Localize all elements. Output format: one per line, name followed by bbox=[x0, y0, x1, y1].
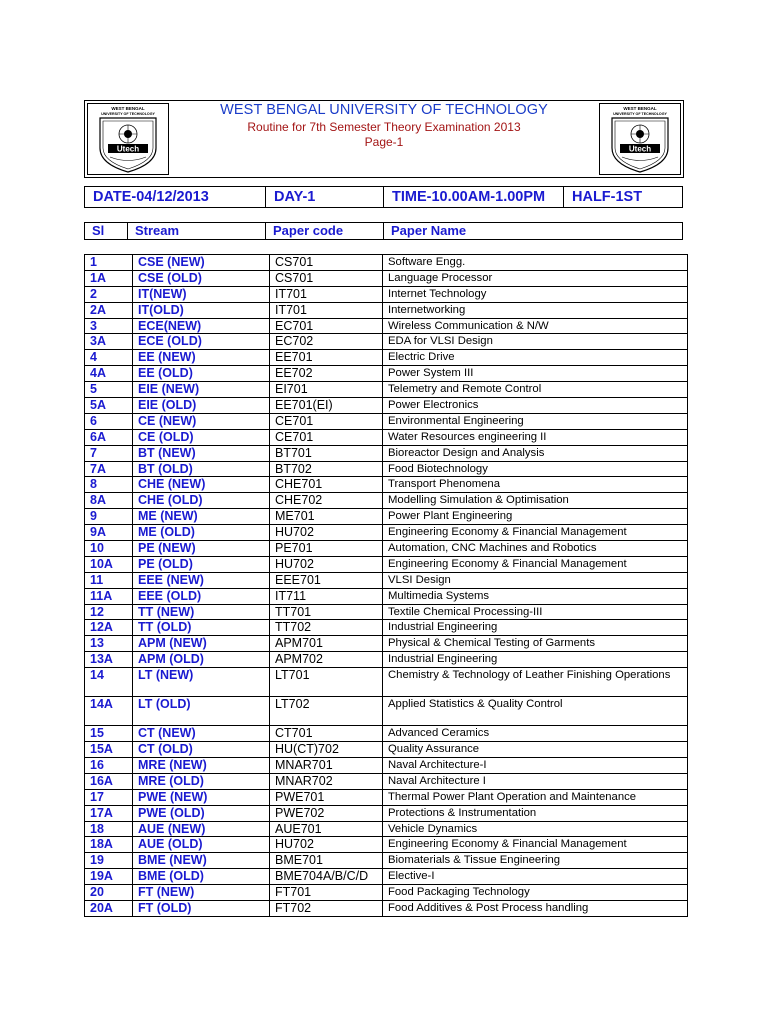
university-name: WEST BENGAL UNIVERSITY OF TECHNOLOGY bbox=[220, 102, 548, 118]
column-header-code: Paper code bbox=[266, 223, 384, 239]
row-paper-name: Bioreactor Design and Analysis bbox=[383, 445, 688, 461]
page-number: Page-1 bbox=[364, 135, 404, 149]
row-paper-code: EEE701 bbox=[270, 572, 383, 588]
table-row bbox=[85, 255, 688, 271]
table-row bbox=[85, 461, 688, 477]
row-paper-code: MNAR701 bbox=[270, 757, 383, 773]
row-paper-code: FT702 bbox=[270, 900, 383, 916]
row-sl: 7A bbox=[85, 461, 133, 477]
row-paper-code: EE702 bbox=[270, 366, 383, 382]
row-paper-code: IT701 bbox=[270, 302, 383, 318]
row-paper-code: CHE701 bbox=[270, 477, 383, 493]
logo-text-top: WEST BENGAL bbox=[111, 106, 145, 111]
table-row bbox=[85, 620, 688, 636]
column-header-stream: Stream bbox=[128, 223, 266, 239]
row-stream: ME (NEW) bbox=[133, 509, 270, 525]
row-paper-name: Transport Phenomena bbox=[383, 477, 688, 493]
row-paper-code: APM701 bbox=[270, 636, 383, 652]
row-sl: 16 bbox=[85, 757, 133, 773]
table-row bbox=[85, 334, 688, 350]
row-paper-code: IT701 bbox=[270, 286, 383, 302]
row-stream: ECE(NEW) bbox=[133, 318, 270, 334]
row-paper-name: Power Plant Engineering bbox=[383, 509, 688, 525]
column-header-row bbox=[84, 222, 683, 240]
row-stream: CSE (OLD) bbox=[133, 270, 270, 286]
row-sl: 1 bbox=[85, 255, 133, 271]
row-paper-name: Elective-I bbox=[383, 869, 688, 885]
table-row bbox=[85, 652, 688, 668]
row-sl: 14A bbox=[85, 697, 133, 726]
row-paper-name: Physical & Chemical Testing of Garments bbox=[383, 636, 688, 652]
row-paper-code: BME704A/B/C/D bbox=[270, 869, 383, 885]
table-row bbox=[85, 556, 688, 572]
exam-schedule-table bbox=[84, 254, 688, 917]
row-paper-name: Water Resources engineering II bbox=[383, 429, 688, 445]
university-logo-right bbox=[599, 103, 681, 175]
row-sl: 19A bbox=[85, 869, 133, 885]
row-sl: 14 bbox=[85, 668, 133, 697]
row-stream: MRE (OLD) bbox=[133, 773, 270, 789]
table-row bbox=[85, 350, 688, 366]
row-paper-code: EE701(EI) bbox=[270, 398, 383, 414]
row-sl: 3A bbox=[85, 334, 133, 350]
row-paper-name: Multimedia Systems bbox=[383, 588, 688, 604]
row-stream: LT (OLD) bbox=[133, 697, 270, 726]
row-stream: TT (NEW) bbox=[133, 604, 270, 620]
table-row bbox=[85, 270, 688, 286]
university-logo-left bbox=[87, 103, 169, 175]
row-paper-name: EDA for VLSI Design bbox=[383, 334, 688, 350]
row-paper-code: EI701 bbox=[270, 382, 383, 398]
column-header-name: Paper Name bbox=[391, 223, 467, 238]
table-row bbox=[85, 525, 688, 541]
row-sl: 2A bbox=[85, 302, 133, 318]
row-paper-code: IT711 bbox=[270, 588, 383, 604]
row-stream: CE (NEW) bbox=[133, 413, 270, 429]
table-row bbox=[85, 668, 688, 697]
row-sl: 20 bbox=[85, 885, 133, 901]
row-paper-name: Engineering Economy & Financial Management bbox=[383, 556, 688, 572]
row-paper-name: Biomaterials & Tissue Engineering bbox=[383, 853, 688, 869]
row-paper-code: CHE702 bbox=[270, 493, 383, 509]
row-paper-code: CS701 bbox=[270, 255, 383, 271]
row-paper-code: EC701 bbox=[270, 318, 383, 334]
row-paper-name: Power Electronics bbox=[383, 398, 688, 414]
row-sl: 15 bbox=[85, 726, 133, 742]
row-paper-code: CE701 bbox=[270, 429, 383, 445]
row-paper-name: Environmental Engineering bbox=[383, 413, 688, 429]
row-stream: CE (OLD) bbox=[133, 429, 270, 445]
row-sl: 17A bbox=[85, 805, 133, 821]
row-stream: PE (OLD) bbox=[133, 556, 270, 572]
row-paper-name: Protections & Instrumentation bbox=[383, 805, 688, 821]
routine-title: Routine for 7th Semester Theory Examination 2013 bbox=[247, 120, 521, 134]
row-paper-code: FT701 bbox=[270, 885, 383, 901]
row-stream: CT (NEW) bbox=[133, 726, 270, 742]
table-row bbox=[85, 821, 688, 837]
row-sl: 18A bbox=[85, 837, 133, 853]
row-sl: 11A bbox=[85, 588, 133, 604]
row-paper-name: Engineering Economy & Financial Management bbox=[383, 525, 688, 541]
row-sl: 19 bbox=[85, 853, 133, 869]
logo-text-top: WEST BENGAL bbox=[623, 106, 657, 111]
row-sl: 9 bbox=[85, 509, 133, 525]
row-stream: TT (OLD) bbox=[133, 620, 270, 636]
row-stream: ECE (OLD) bbox=[133, 334, 270, 350]
row-sl: 5 bbox=[85, 382, 133, 398]
row-paper-name: Modelling Simulation & Optimisation bbox=[383, 493, 688, 509]
row-stream: CHE (OLD) bbox=[133, 493, 270, 509]
table-row bbox=[85, 493, 688, 509]
table-row bbox=[85, 869, 688, 885]
row-paper-name: Textile Chemical Processing-III bbox=[383, 604, 688, 620]
row-paper-name: Electric Drive bbox=[383, 350, 688, 366]
row-paper-code: APM702 bbox=[270, 652, 383, 668]
row-paper-code: CS701 bbox=[270, 270, 383, 286]
row-paper-code: TT702 bbox=[270, 620, 383, 636]
row-stream: EEE (NEW) bbox=[133, 572, 270, 588]
table-row bbox=[85, 604, 688, 620]
row-stream: PE (NEW) bbox=[133, 541, 270, 557]
row-sl: 8 bbox=[85, 477, 133, 493]
row-paper-name: Internetworking bbox=[383, 302, 688, 318]
row-stream: CSE (NEW) bbox=[133, 255, 270, 271]
row-paper-name: Engineering Economy & Financial Management bbox=[383, 837, 688, 853]
row-stream: APM (OLD) bbox=[133, 652, 270, 668]
row-paper-code: PE701 bbox=[270, 541, 383, 557]
row-paper-name: Applied Statistics & Quality Control bbox=[383, 697, 688, 726]
row-paper-name: Software Engg. bbox=[383, 255, 688, 271]
row-stream: LT (NEW) bbox=[133, 668, 270, 697]
row-sl: 8A bbox=[85, 493, 133, 509]
row-stream: EIE (OLD) bbox=[133, 398, 270, 414]
table-row bbox=[85, 429, 688, 445]
row-paper-code: ME701 bbox=[270, 509, 383, 525]
row-sl: 9A bbox=[85, 525, 133, 541]
table-row bbox=[85, 636, 688, 652]
table-row bbox=[85, 509, 688, 525]
row-sl: 6 bbox=[85, 413, 133, 429]
row-sl: 1A bbox=[85, 270, 133, 286]
row-sl: 5A bbox=[85, 398, 133, 414]
table-row bbox=[85, 445, 688, 461]
row-paper-code: CE701 bbox=[270, 413, 383, 429]
logo-text-sub: UNIVERSITY OF TECHNOLOGY bbox=[613, 112, 667, 116]
row-stream: FT (NEW) bbox=[133, 885, 270, 901]
row-paper-name: Chemistry & Technology of Leather Finishing Operations bbox=[383, 668, 688, 697]
row-paper-code: LT702 bbox=[270, 697, 383, 726]
row-sl: 3 bbox=[85, 318, 133, 334]
exam-info-row bbox=[84, 186, 683, 208]
exam-time: TIME-10.00AM-1.00PM bbox=[384, 187, 564, 207]
table-row bbox=[85, 697, 688, 726]
column-header-sl: Sl bbox=[85, 223, 128, 239]
row-paper-code: AUE701 bbox=[270, 821, 383, 837]
row-paper-name: Advanced Ceramics bbox=[383, 726, 688, 742]
row-paper-name: Food Packaging Technology bbox=[383, 885, 688, 901]
row-paper-code: CT701 bbox=[270, 726, 383, 742]
row-paper-name: Language Processor bbox=[383, 270, 688, 286]
table-row bbox=[85, 477, 688, 493]
row-stream: APM (NEW) bbox=[133, 636, 270, 652]
row-paper-code: TT701 bbox=[270, 604, 383, 620]
row-stream: BME (OLD) bbox=[133, 869, 270, 885]
row-paper-name: Thermal Power Plant Operation and Maintenance bbox=[383, 789, 688, 805]
table-row bbox=[85, 805, 688, 821]
row-sl: 6A bbox=[85, 429, 133, 445]
row-sl: 2 bbox=[85, 286, 133, 302]
table-row bbox=[85, 318, 688, 334]
row-stream: CT (OLD) bbox=[133, 742, 270, 758]
row-sl: 13A bbox=[85, 652, 133, 668]
table-row bbox=[85, 789, 688, 805]
table-row bbox=[85, 773, 688, 789]
row-stream: AUE (OLD) bbox=[133, 837, 270, 853]
table-row bbox=[85, 382, 688, 398]
row-paper-name: Quality Assurance bbox=[383, 742, 688, 758]
table-row bbox=[85, 541, 688, 557]
row-paper-name: Industrial Engineering bbox=[383, 652, 688, 668]
row-stream: BT (NEW) bbox=[133, 445, 270, 461]
row-stream: BT (OLD) bbox=[133, 461, 270, 477]
exam-half: HALF-1ST bbox=[572, 189, 643, 205]
row-paper-code: BT702 bbox=[270, 461, 383, 477]
row-stream: BME (NEW) bbox=[133, 853, 270, 869]
row-stream: PWE (OLD) bbox=[133, 805, 270, 821]
table-row bbox=[85, 366, 688, 382]
row-stream: EE (NEW) bbox=[133, 350, 270, 366]
row-sl: 10 bbox=[85, 541, 133, 557]
table-row bbox=[85, 726, 688, 742]
table-row bbox=[85, 900, 688, 916]
row-paper-code: LT701 bbox=[270, 668, 383, 697]
row-paper-code: MNAR702 bbox=[270, 773, 383, 789]
row-sl: 15A bbox=[85, 742, 133, 758]
row-paper-code: HU(CT)702 bbox=[270, 742, 383, 758]
row-paper-code: HU702 bbox=[270, 525, 383, 541]
row-paper-name: Wireless Communication & N/W bbox=[383, 318, 688, 334]
row-sl: 10A bbox=[85, 556, 133, 572]
title-area bbox=[175, 101, 593, 177]
table-row bbox=[85, 853, 688, 869]
row-sl: 16A bbox=[85, 773, 133, 789]
row-stream: AUE (NEW) bbox=[133, 821, 270, 837]
row-sl: 4 bbox=[85, 350, 133, 366]
table-row bbox=[85, 588, 688, 604]
exam-day: DAY-1 bbox=[266, 187, 384, 207]
row-paper-name: Food Additives & Post Process handling bbox=[383, 900, 688, 916]
table-row bbox=[85, 885, 688, 901]
row-paper-code: BME701 bbox=[270, 853, 383, 869]
row-stream: FT (OLD) bbox=[133, 900, 270, 916]
logo-word: Utech bbox=[116, 144, 140, 154]
row-stream: ME (OLD) bbox=[133, 525, 270, 541]
row-paper-code: HU702 bbox=[270, 556, 383, 572]
row-paper-name: Food Biotechnology bbox=[383, 461, 688, 477]
row-paper-code: EC702 bbox=[270, 334, 383, 350]
row-stream: EE (OLD) bbox=[133, 366, 270, 382]
exam-schedule-body bbox=[85, 255, 688, 917]
row-sl: 17 bbox=[85, 789, 133, 805]
row-paper-name: Telemetry and Remote Control bbox=[383, 382, 688, 398]
row-paper-name: Naval Architecture-I bbox=[383, 757, 688, 773]
logo-word: Utech bbox=[628, 144, 652, 154]
row-paper-name: Naval Architecture I bbox=[383, 773, 688, 789]
table-row bbox=[85, 572, 688, 588]
exam-date: DATE-04/12/2013 bbox=[85, 187, 266, 207]
table-row bbox=[85, 302, 688, 318]
row-paper-name: Vehicle Dynamics bbox=[383, 821, 688, 837]
row-stream: EIE (NEW) bbox=[133, 382, 270, 398]
row-paper-name: Automation, CNC Machines and Robotics bbox=[383, 541, 688, 557]
row-sl: 12 bbox=[85, 604, 133, 620]
row-stream: IT(OLD) bbox=[133, 302, 270, 318]
row-paper-code: HU702 bbox=[270, 837, 383, 853]
row-sl: 18 bbox=[85, 821, 133, 837]
row-stream: CHE (NEW) bbox=[133, 477, 270, 493]
row-paper-code: PWE702 bbox=[270, 805, 383, 821]
row-stream: MRE (NEW) bbox=[133, 757, 270, 773]
row-stream: PWE (NEW) bbox=[133, 789, 270, 805]
header-box bbox=[84, 100, 684, 178]
table-row bbox=[85, 286, 688, 302]
row-sl: 7 bbox=[85, 445, 133, 461]
row-paper-name: Internet Technology bbox=[383, 286, 688, 302]
table-row bbox=[85, 757, 688, 773]
row-sl: 4A bbox=[85, 366, 133, 382]
row-stream: IT(NEW) bbox=[133, 286, 270, 302]
row-paper-code: BT701 bbox=[270, 445, 383, 461]
row-sl: 12A bbox=[85, 620, 133, 636]
table-row bbox=[85, 413, 688, 429]
row-paper-name: VLSI Design bbox=[383, 572, 688, 588]
logo-text-sub: UNIVERSITY OF TECHNOLOGY bbox=[101, 112, 155, 116]
table-row bbox=[85, 398, 688, 414]
table-row bbox=[85, 837, 688, 853]
row-stream: EEE (OLD) bbox=[133, 588, 270, 604]
table-row bbox=[85, 742, 688, 758]
row-paper-name: Industrial Engineering bbox=[383, 620, 688, 636]
row-paper-code: PWE701 bbox=[270, 789, 383, 805]
row-sl: 11 bbox=[85, 572, 133, 588]
row-paper-code: EE701 bbox=[270, 350, 383, 366]
row-sl: 13 bbox=[85, 636, 133, 652]
row-sl: 20A bbox=[85, 900, 133, 916]
row-paper-name: Power System III bbox=[383, 366, 688, 382]
